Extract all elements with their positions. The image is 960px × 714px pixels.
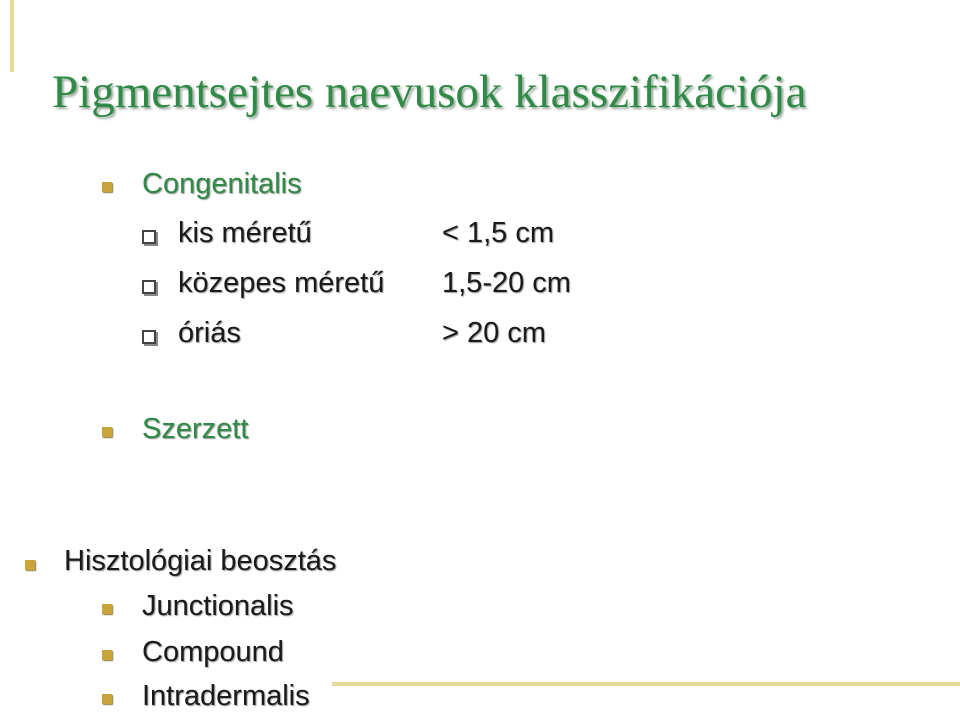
size-category-name: óriás [178,317,241,349]
histology-type: Intradermalis [142,680,310,712]
size-category-name: közepes méretű [178,267,385,299]
square-bullet-icon [25,560,35,570]
square-bullet-icon [102,650,112,660]
histology-type: Junctionalis [142,590,294,622]
square-bullet-icon [102,182,112,192]
frame-accent-left [10,0,14,72]
histology-type: Compound [142,636,284,668]
section-histology-label: Hisztológiai beosztás [64,545,337,577]
checkbox-bullet-icon [142,330,156,344]
checkbox-bullet-icon [142,280,156,294]
size-category-range: > 20 cm [442,317,546,349]
size-category-range: 1,5-20 cm [442,267,571,299]
slide-title: Pigmentsejtes naevusok klasszifikációja [52,66,807,118]
checkbox-bullet-icon [142,230,156,244]
size-category-range: < 1,5 cm [442,217,555,249]
size-category-name: kis méretű [178,217,312,249]
section-acquired-label: Szerzett [142,413,249,445]
section-congenital-label: Congenitalis [142,168,302,200]
square-bullet-icon [102,604,112,614]
square-bullet-icon [102,694,112,704]
square-bullet-icon [102,427,112,437]
frame-accent-bottom [332,682,960,686]
